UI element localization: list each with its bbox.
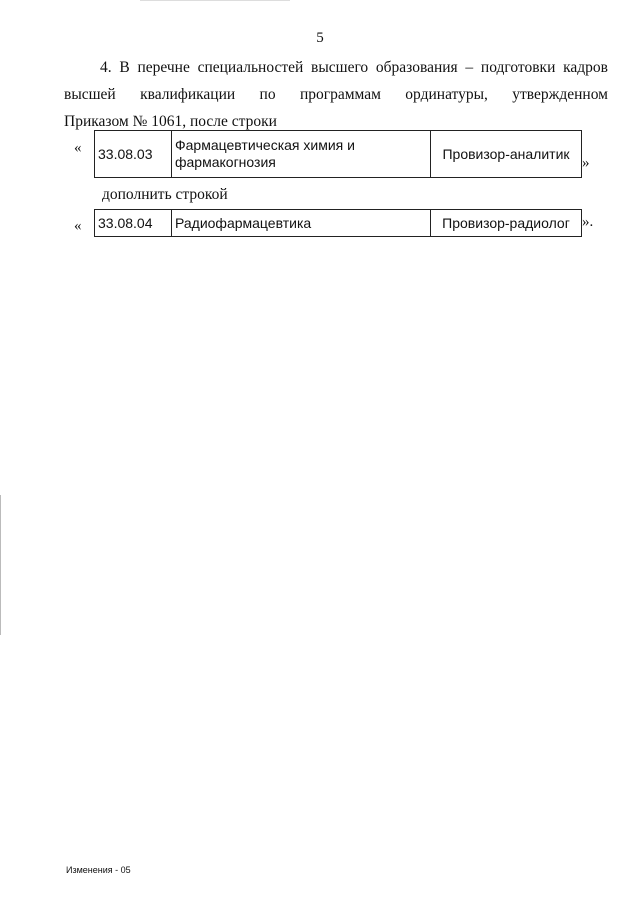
open-quote: « [74, 218, 82, 234]
footer-revision-note: Изменения - 05 [66, 865, 131, 875]
paragraph-word: квалификации [140, 86, 236, 103]
close-quote: ». [582, 214, 594, 230]
paragraph-line-3: Приказом № 1061, после строки [64, 113, 277, 130]
existing-specialty-table [94, 130, 582, 178]
specialty-name-cell: Радиофармацевтика [172, 210, 431, 237]
add-row-text: дополнить строкой [102, 186, 228, 203]
paragraph-word: программам [299, 86, 381, 103]
qualification-cell: Провизор-радиолог [431, 210, 582, 237]
open-quote: « [74, 140, 82, 156]
specialty-name-cell: Фармацевтическая химия и фармакогнозия [172, 131, 431, 178]
paragraph-word: утвержденном [512, 86, 608, 103]
paragraph-word: по [259, 86, 276, 103]
specialty-code-cell: 33.08.04 [95, 210, 172, 237]
scan-top-mark [140, 0, 290, 1]
paragraph-word: ординатуры, [405, 86, 488, 103]
scan-edge-mark [0, 495, 1, 635]
close-quote: » [582, 155, 590, 171]
page-number: 5 [316, 30, 324, 46]
qualification-cell: Провизор-аналитик [431, 131, 582, 178]
specialty-code-cell: 33.08.03 [95, 131, 172, 178]
new-specialty-table [94, 209, 582, 237]
paragraph-line-2 [64, 81, 608, 108]
paragraph-line-1: 4. В перечне специальностей высшего образования – подготовки кадров [100, 59, 608, 76]
paragraph-word: высшей [64, 86, 116, 103]
table-row [95, 210, 582, 237]
table-row [95, 131, 582, 178]
